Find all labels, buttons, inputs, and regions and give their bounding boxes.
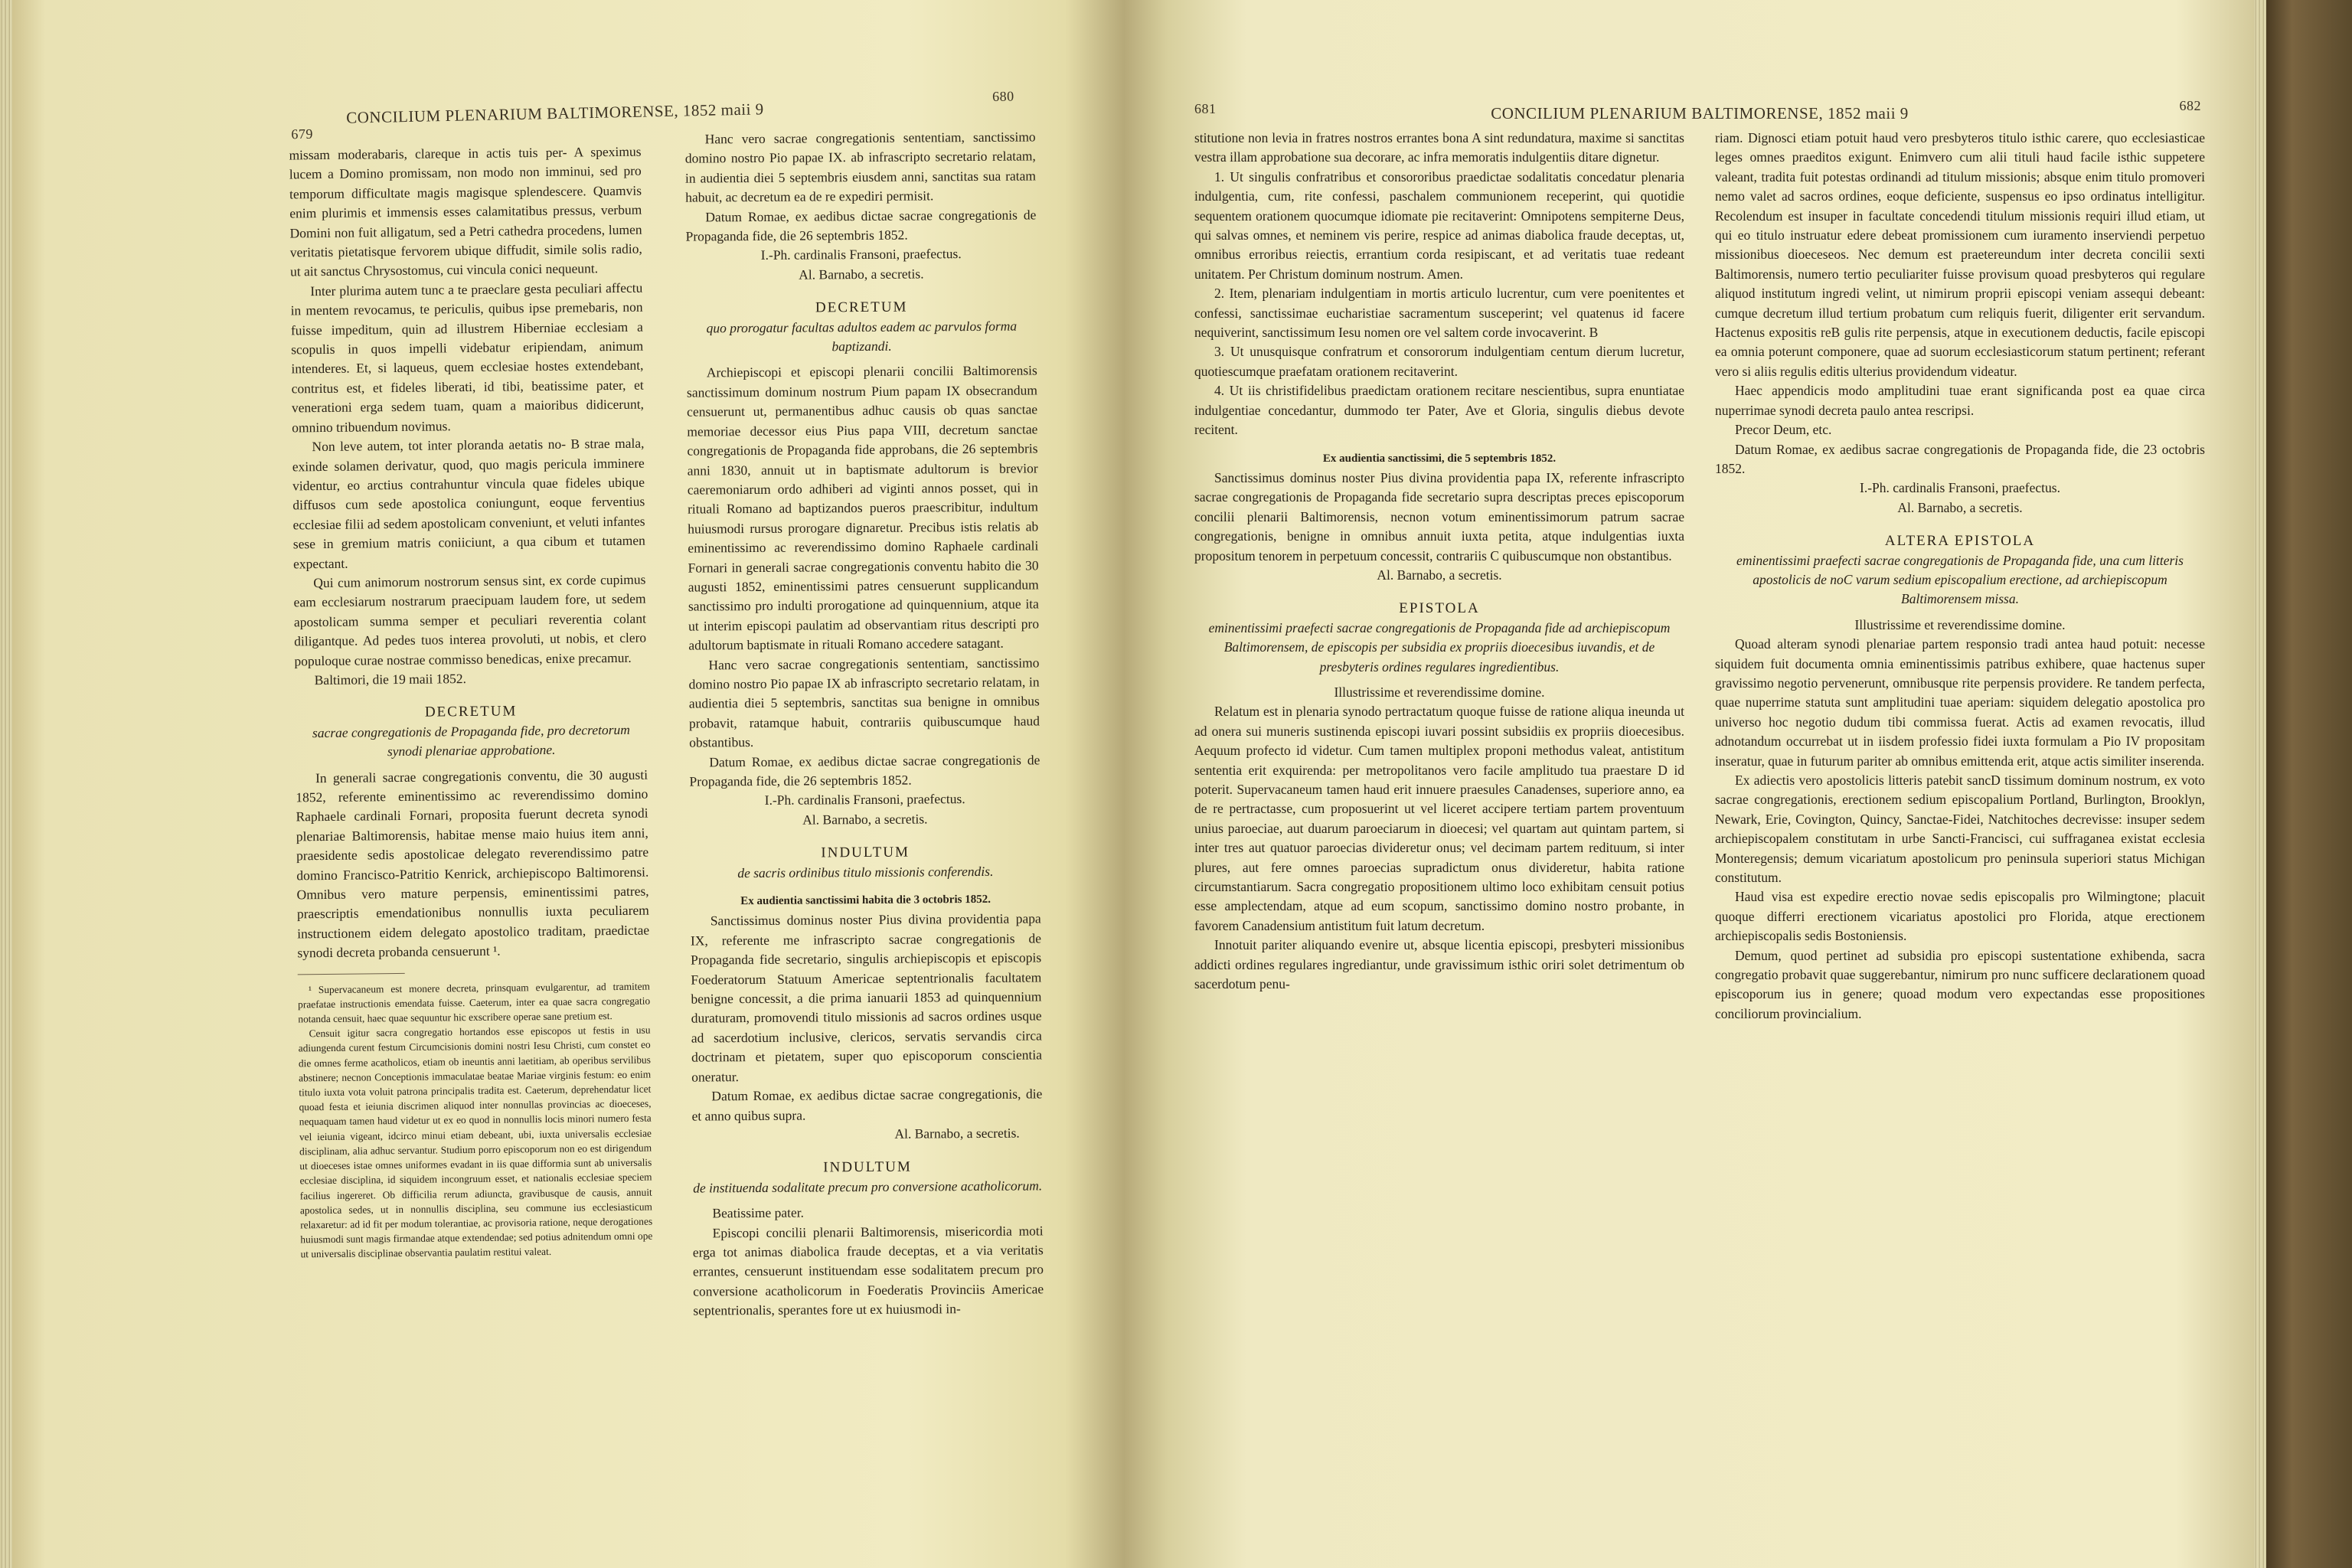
left-page-column-1 bbox=[289, 142, 652, 1262]
left-page bbox=[23, 0, 1087, 1568]
section-heading: ALTERA EPISTOLA bbox=[1884, 533, 2036, 550]
section-heading: EPISTOLA bbox=[1399, 600, 1480, 617]
section-heading: INDULTUM bbox=[821, 844, 910, 861]
signature-line: I.-Ph. cardinalis Fransoni, praefectus. bbox=[764, 791, 965, 808]
section-subtitle: de instituenda sodalitate precum pro conversione acatholicorum. bbox=[693, 1178, 1043, 1196]
section-heading: DECRETUM bbox=[815, 299, 908, 316]
paragraph: Sanctissimus dominus noster Pius divina providentia papa IX, referente me infrascripto sacrae congregationis de Propaganda fide secretario, singulis archiepiscopis et episcopis Foederatorum Statuum Americae septentrionalis facultatem benigne concessit, a die prima ianuarii 1853 ad quinquennium duraturam, promovendi titulo missionis ad sacros ordines usque ad sacerdotium inclusive, clericos, servatis servandis circa doctrinam et pietatem, super quo episcoporum conscientia oneratur. bbox=[690, 910, 1043, 1085]
paragraph: Non leve autem, tot inter ploranda aetatis no- B strae mala, exinde solamen derivatur, quod, quo magis pericula imminere videntur, eo arctius contrahuntur vincula quae fideles ubique diffusos cum sede apostolica coniungunt, eoque ferventius ecclesiae filii ad sedem apostolicam conveniunt, et veluti infantes sese in gremium matris coniiciunt, a qua cibum et tutamen expectant. bbox=[292, 435, 645, 571]
footnote: ¹ Supervacaneum est monere decreta, prinsquam evulgarentur, ad tramitem praefatae instructionis emendata fuisse. Caeterum, inter ea quae sacra congregatio notanda censuit, haec quae sequuntur hic exscribere operae sane pretium est. bbox=[298, 980, 651, 1025]
paragraph: Haud visa est expedire erectio novae sedis episcopalis pro Wilmingtone; placuit quoque differri erectionem vicariatus apostolici pro Florida, atque erectionem archiepiscopalis sedis Bostoniensis. bbox=[1715, 889, 2205, 944]
paragraph: Datum Romae, ex aedibus dictae sacrae congregationis de Propaganda fide, die 26 septembris 1852. bbox=[689, 751, 1040, 789]
audience-line: Ex audientia sanctissimi habita die 3 octobris 1852. bbox=[740, 893, 991, 908]
paragraph: Quoad alteram synodi plenariae partem responsio tradi antea haud potuit: necesse siquidem fuit documenta omnia eminentissimis patribus exhibere, quae hactenus super gravissimo negotio pervenerunt, omnibusque rite perpensis providere. Re tandem perfecta, quae nuperrime statuta sunt amplitudini tuae aperiam: siquidem delegatio apostolica pro universo hoc negotio dudum tibi commissa fuerat. Actis ad examen revocatis, illud adnotandum occurrebat ut in iisdem professio fidei iuxta formulam a Pio IV propositam inseratur, quae in futurum pariter ab omnibus emittenda erit, atque actis similiter inserenda. bbox=[1715, 636, 2205, 769]
paragraph: Hanc vero sacrae congregationis sententiam, sanctissimo domino nostro Pio papae IX ab infrascripto secretario relatam, in audientia diei 5 septembris, sanctitas sua benigne in omnibus probavit, ratamque habuit, contrariis quibuscumque haud obstantibus. bbox=[688, 654, 1040, 750]
signature-line: Al. Barnabo, a secretis. bbox=[799, 266, 924, 283]
paragraph: Haec appendicis modo amplitudini tuae erant significanda post ea quae circa nuperrimae synodi decreta paulo antea rescripsi. bbox=[1715, 383, 2205, 418]
running-title: CONCILIUM PLENARIUM BALTIMORENSE, 1852 maii 9 bbox=[1491, 104, 1909, 122]
paragraph: Qui cum animorum nostrorum sensus sint, ex corde cupimus eam ecclesiarum nostrarum praecipuam laudem fore, ut sedem apostolicam summa semper et peculiari reverentia colant diligantque. Ad pedes tuos interea provoluti, ut nobis, et clero populoque curae nostrae commisso benedicas, enixe precamur. bbox=[293, 571, 647, 668]
signature-line: Illustrissime et reverendissime domine. bbox=[1854, 616, 2066, 632]
left-page-column-2 bbox=[685, 127, 1044, 1321]
paragraph: Relatum est in plenaria synodo pertractatum quoque fuisse de ratione aliqua ineunda ut ad onera sui muneris sustinenda episcopi iuvari possint subsidiis ex propriis dioecesibus. Aequum profecto id videtur. Cum tamen multiplex proponi methodus valeat, antistitum sententia erit exquirenda: per metropolitanos vero facile amplitudo tua praestare D id poterit. Supervacaneum tamen haud erit innuere praesules Canadenses, superiore anno, ea de re pertractasse, cum proposuerint ut vel liceret accipere tertiam partem proventuum unius paroeciae, aut duarum paroeciarum in dioecesi; vel quartam aut quintam partem, si inter tres aut quatuor paroecias divideretur onus; vel decimam partem redituum, si inter plures, aut fere omnes paroecias supradictum onus divideretur, habita ratione circumstantiarum. Sacra congregatio propositionem ultimo loco exhibitam censuit potius esse amplectendam, atque ad eum scopum, sanctissimo domino nostro probante, in favorem Canadensium antistitum fuit latum decretum. bbox=[1194, 704, 1684, 933]
signature-line: Al. Barnabo, a secretis. bbox=[1377, 567, 1502, 583]
paragraph: 2. Item, plenariam indulgentiam in mortis articulo lucrentur, cum vere poenitentes et confessi, sanctissimae eucharistiae sacramentum susceperint; vel quatenus id facere nequiverint, sanctissimum Iesu nomen ore vel saltem corde invocaverint. B bbox=[1194, 286, 1684, 341]
section-heading: DECRETUM bbox=[424, 703, 518, 721]
footnote-rule bbox=[298, 973, 405, 975]
paragraph: Beatissime pater. bbox=[712, 1204, 805, 1221]
signature-line: I.-Ph. cardinalis Fransoni, praefectus. bbox=[760, 246, 962, 263]
book-cover-edge bbox=[2266, 0, 2352, 1568]
paragraph: Hanc vero sacrae congregationis sententiam, sanctissimo domino nostro Pio papae IX. ab infrascripto secretario relatam, in audientia diei 5 septembris eiusdem anni, sanctitas sua ratam habuit, ac decretum ea de re expediri permisit. bbox=[684, 129, 1037, 205]
section-subtitle: eminentissimi praefecti sacrae congregationis de Propaganda fide ad archiepiscopum Baltimorensem, de episcopis per subsidia ex propriis dioecesibus iuvandis, et de presbyteris ordines regulares ingredientibus. bbox=[1208, 619, 1671, 675]
right-page-column-1 bbox=[1194, 129, 1684, 994]
paragraph: Precor Deum, etc. bbox=[1735, 422, 1832, 438]
paragraph: Ex adiectis vero apostolicis litteris patebit sancD tissimum dominum nostrum, ex voto sacrae congregationis, erectionem sedium episcopalium Portland, Burlington, Brooklyn, Newark, Erie, Covington, Quincy, Sanctae-Fidei, Natchitoches decrevisse: insuper sedem archiepiscopalem constitutam in urbe Sancti-Francisci, cui suffraganea existat ecclesia Monteregensis; demum vicariatum apostolicum pro peninsula superiori status Michigan constitutum. bbox=[1715, 773, 2205, 886]
signature-line: Al. Barnabo, a secretis. bbox=[894, 1125, 1020, 1142]
paragraph: Datum Romae, ex aedibus dictae sacrae congregationis de Propaganda fide, die 26 septembris 1852. bbox=[685, 207, 1037, 244]
paragraph: Inter plurima autem tunc a te praeclare gesta peculiari affectu in mentem revocamus, te periculis, quibus ipse premebaris, non fuisse impeditum, quin ad illustrem Hiberniae ecclesiam a scopulis in quos impelli videbatur eripiendam, animum intenderes. Et, si laqueus, quem ecclesiae hostes extendebant, contritus est, et fideles liberati, id tibi, beatissime pater, et venerationi erga sedem tuam, quam a maioribus didicerunt, omnino tribuendum novimus. bbox=[290, 279, 645, 436]
right-page bbox=[1164, 0, 2236, 1568]
paragraph: stitutione non levia in fratres nostros errantes bona A sint redundatura, maxime si sanctitas vestra illam approbatione sua decorare, ac infra memoratis indulgentiis ditare dignetur. bbox=[1194, 130, 1684, 165]
paragraph: Demum, quod pertinet ad subsidia pro episcopi sustentatione exhibenda, sacra congregatio probavit quae suggerebantur, nimirum pro nunc sufficere declarationem quoad episcoporum ius in genere; quoad modum vero expectandas esse propositiones conciliorum provincialium. bbox=[1715, 947, 2205, 1021]
page-number-682: 682 bbox=[2179, 98, 2201, 113]
paragraph: Datum Romae, ex aedibus sacrae congregationis de Propaganda fide, die 23 octobris 1852. bbox=[1715, 441, 2205, 476]
page-edge-right bbox=[2254, 0, 2266, 1568]
signature-line: Al. Barnabo, a secretis. bbox=[802, 811, 928, 828]
section-heading: INDULTUM bbox=[823, 1158, 912, 1176]
paragraph: In generali sacrae congregationis conventu, die 30 augusti 1852, referente eminentissimo ac reverendissimo domino Raphaele cardinali Fornari, proposita fuerunt decreta synodi plenariae Baltimorensis, habitae mense maio huius item anni, praesidente sedis apostolicae delegato reverendissimo patre domino Francisco-Patritio Kenrick, archiepiscopo Baltimorensi. Omnibus vero mature perpensis, eminentissimi patres, praescriptis emendationibus nonnullis iuxta peculiarem instructionem eidem delegato apostolico traditam, praedictae synodi decreta probanda censuerunt ¹. bbox=[296, 766, 650, 961]
right-page-column-2 bbox=[1715, 129, 2205, 1024]
paragraph: Archiepiscopi et episcopi plenarii concilii Baltimorensis sanctissimum dominum nostrum Pium papam IX obsecrandum censuerunt ut, permanentibus adhuc causis ob quas sanctae memoriae decessor eius Pius papa VIII, decretum sanctae congregationis de Propaganda fide approbans, die 26 septembris anni 1830, annuit ut in baptismate adultorum is brevior caeremoniarum ordo adhiberi ad viginti annos posset, qui in rituali Romano ad baptizandos pueros praescribitur, indultum huiusmodi rursus prorogare dignaretur. Precibus istis relatis ab eminentissimo ac reverendissimo domino Raphaele cardinali Fornari in generali sacrae congregationis conventu habito die 30 augusti 1852, eminentissimi patres censuerunt supplicandum sanctissimo pro indulti prorogatione ad quinquennium, atque ita ut interim episcopi paulatim ad observantiam ritus descripti pro adultorum baptismate in rituali Romano accedere satagant. bbox=[686, 362, 1040, 653]
signature-line: I.-Ph. cardinalis Fransoni, praefectus. bbox=[1860, 480, 2060, 496]
paragraph: riam. Dignosci etiam potuit haud vero presbyteros titulo isthic carere, quo ecclesiasticae leges omnes praeditos exigunt. Enimvero cum alii tituli haud facile isthic suppetere valeant, tradita fuit potestas ordinandi ad titulum missionis; absque enim titulo promoveri nemo valet ad sacros ordines, eoque deficiente, suspensus eo ipso ordinatus intelligitur. Recolendum est insuper in facultate concedendi titulum missionis requiri illud etiam, ut qui eo titulo instruatur edere debeat promissionem cum iuramento inserviendi perpetuo missionibus dioeceseos. Nec demum est praetereundum inter decreta concilii sexti Baltimorensis, numero tertio peculiariter fuisse provisum quoad presbyteros qui regulare aliquod institutum ingredi velint, ut nimirum proprii episcopi veniam assequi debeant: cumque decretum illud tertium probatum cum reliquis fuerit, diligenter erit servandum. Hactenus expositis reB gulis rite perpensis, atque in executionem deductis, facile episcopi ea omnia poterunt componere, quae ad suorum ecclesiasticorum statum pertinent; referant vero si aliis regulis editis ulterius providendum videatur. bbox=[1715, 130, 2205, 379]
section-subtitle: de sacris ordinibus titulo missionis conferendis. bbox=[737, 863, 994, 880]
paragraph: Sanctissimus dominus noster Pius divina providentia papa IX, referente infrascripto sacrae congregationis de Propaganda fide secretario supra descriptas preces episcoporum concilii plenarii Baltimorensis, necnon votum eminentissimorum patrum sacrae congregationis, benigne in omnibus annuit iuxta petita, atque indulgentias iuxta propositum tenorem in perpetuum concessit, contrariis C quibuscumque non obstantibus. bbox=[1194, 469, 1684, 564]
paragraph: Baltimori, die 19 maii 1852. bbox=[314, 671, 467, 688]
paragraph: missam moderabaris, clareque in actis tuis per- A speximus lucem a Domino promissam, non modo non imminui, sed pro temporum difficultate magis magisque splendescere. Quamvis enim plurimis et immensis esses calamitatibus pressus, verbum Domini non fuit alligatum, sed a Petri cathedra procedens, lumen veritatis pietatisque fervorem ubique diffudit, simile solis radio, ut ait sanctus Chrysostomus, cui vincula conici nequeunt. bbox=[289, 143, 642, 279]
audience-line: Ex audientia sanctissimi, die 5 septembris 1852. bbox=[1322, 452, 1557, 465]
paragraph: Datum Romae, ex aedibus dictae sacrae congregationis, die et anno quibus supra. bbox=[691, 1086, 1043, 1124]
section-subtitle: eminentissimi praefecti sacrae congregationis de Propaganda fide, una cum litteris apostolicis de noC varum sedium episcopalium erectione, ad archiepiscopum Baltimorensem missa. bbox=[1736, 552, 2184, 607]
page-number-680: 680 bbox=[991, 88, 1014, 105]
paragraph: 1. Ut singulis confratribus et consororibus praedictae sodalitatis concedatur plenaria indulgentia, cum, rite confessi, paschalem communionem receperint, qui quotidie sequentem orationem quocumque idiomate pie recitaverint: Omnipotens sempiterne Deus, qui salvas omnes, et neminem vis perire, respice ad animas diabolica fraude deceptas, ut, omnibus erroribus reiectis, errantium corda resipiscant, et ad veritatis tuae redeant unitatem. Per Christum dominum nostrum. Amen. bbox=[1194, 168, 1684, 282]
paragraph: Innotuit pariter aliquando evenire ut, absque licentia episcopi, presbyteri missionibus addicti ordines regulares ingrediantur, unde gravissimum isthic oriri solet detrimentum ob sacerdotum penu- bbox=[1194, 937, 1684, 992]
signature-line: Illustrissime et reverendissime domine. bbox=[1334, 684, 1545, 700]
page-number-681: 681 bbox=[1194, 101, 1217, 116]
section-subtitle: quo prorogatur facultas adultos eadem ac parvulos forma baptizandi. bbox=[706, 318, 1018, 354]
paragraph: Episcopi concilii plenarii Baltimorensis, misericordia moti erga tot animas diabolica fraude deceptas, et a via veritatis errantes, censuerunt instituendam esse sodalitatem precum pro conversione acatholicorum in Foederatis Provinciis Americae septentrionalis, sperantes fore ut ex huiusmodi in- bbox=[692, 1222, 1044, 1318]
page-edge-left bbox=[0, 0, 12, 1568]
paragraph: 3. Ut unusquisque confratrum et consororum indulgentiam centum dierum lucretur, quotiescumque praefatam orationem recitaverint. bbox=[1194, 344, 1684, 379]
footnote: Censuit igitur sacra congregatio hortandos esse episcopos ut festis in usu adiungenda curent festum Circumcisionis domini nostri Iesu Christi, cum constet eo die omnes ferme acatholicos, etiam ob ineuntis anni laetitiam, ab operibus servilibus abstinere; necnon Conceptionis immaculatae beatae Mariae virginis festum: eo enim titulo iuxta vota voluit patrona principalis tradita est. Caeterum, deprehendatur licet quoad festa et ieiunia discrimen aliquod inter nonnullas provincias ac dioeceses, nequaquam tamen haud videtur ut ex eo quod in nonnullis locis minori numero festa vel ieiunia vigeant, idcirco minui etiam debeant, ubi, iuxta universalis ecclesiae disciplinam, alia adhuc servantur. Studium porro episcoporum non eo est dirigendum ut dioeceses istae omnes uniformes evadant in iis quae difformia sunt ab universalis ecclesiae disciplina, id siquidem incongruum esset, et nationalis ecclesiae speciem facilius ingereret. Ob difficilia rerum adiuncta, gravibusque de causis, annuit apostolica sedes, ut in nonnullis disciplina, seu commune ius ecclesiasticum relaxaretur: ad id fit per modum tolerantiae, ac provisoria ratione, neque derogationes huiusmodi sunt magis firmandae atque extendendae; sed potius adnitendum omni ope ut universalis disciplinae observantia paulatim restitui valeat. bbox=[298, 1024, 653, 1260]
page-number-679: 679 bbox=[291, 126, 314, 142]
section-subtitle: sacrae congregationis de Propaganda fide, pro decretorum synodi plenariae approbatione. bbox=[312, 721, 630, 760]
signature-line: Al. Barnabo, a secretis. bbox=[1897, 499, 2023, 515]
paragraph: 4. Ut iis christifidelibus praedictam orationem recitare nescientibus, supra enuntiatae indulgentiae concedantur, dummodo ter Pater, Ave et Gloria, singulis diebus devote recitent. bbox=[1194, 383, 1684, 438]
running-title: CONCILIUM PLENARIUM BALTIMORENSE, 1852 maii 9 bbox=[345, 100, 764, 127]
